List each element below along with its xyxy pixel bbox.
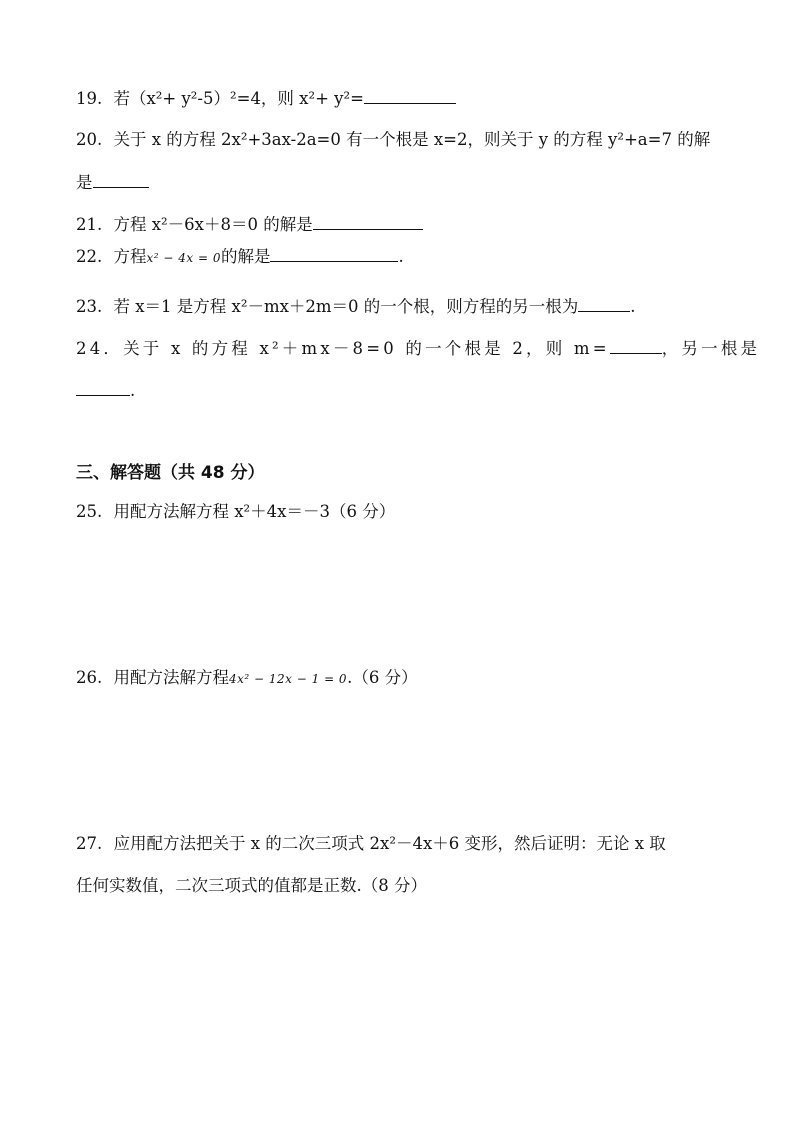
question-number: 21. (76, 215, 103, 234)
question-27-line-1 (76, 834, 666, 854)
equation: 4x² − 12x − 1 = 0 (229, 672, 348, 686)
question-19 (76, 88, 456, 109)
question-text: 用配方法解方程 x²＋4x＝－3（6 分） (113, 502, 396, 521)
question-number: 27. (76, 834, 103, 853)
question-text: 任何实数值，二次三项式的值都是正数.（8 分） (76, 876, 427, 895)
question-text: ，另一根是 (661, 339, 761, 358)
question-24-line-2 (76, 380, 135, 401)
question-25 (76, 502, 395, 522)
question-text: 关于 x 的方程 2x²+3ax-2a=0 有一个根是 x=2，则关于 y 的方程 y²+a=7 的解 (113, 130, 711, 149)
question-number: 19. (76, 89, 103, 108)
answer-blank[interactable] (93, 172, 149, 188)
equation: x² − 4x = 0 (146, 251, 221, 265)
answer-blank[interactable] (578, 296, 630, 312)
answer-blank-other-root[interactable] (76, 380, 130, 396)
question-text: 的解是 (220, 247, 271, 266)
section-title: 三、解答题（共 48 分） (76, 463, 265, 483)
question-text: 是 (76, 173, 93, 192)
question-26 (76, 668, 418, 689)
question-21 (76, 214, 423, 235)
question-number: 25. (76, 502, 103, 521)
period: . (130, 381, 136, 400)
question-24-line-1 (76, 338, 760, 359)
question-text: 用配方法解方程 (113, 668, 229, 687)
question-text: 方程 (113, 247, 147, 266)
answer-blank[interactable] (364, 88, 456, 104)
question-text: 应用配方法把关于 x 的二次三项式 2x²－4x＋6 变形，然后证明：无论 x 取 (113, 834, 666, 853)
question-number: 26. (76, 668, 103, 687)
answer-blank[interactable] (313, 214, 423, 230)
question-20-line-1 (76, 130, 710, 150)
answer-blank-m[interactable] (610, 338, 662, 354)
question-number: 20. (76, 130, 103, 149)
question-text: .（6 分） (347, 668, 418, 687)
question-number: 23. (76, 297, 103, 316)
question-text: 关于 x 的方程 x²＋mx－8=0 的一个根是 2，则 m= (123, 339, 610, 358)
question-23 (76, 296, 636, 317)
question-text: 若 x＝1 是方程 x²－mx＋2m＝0 的一个根，则方程的另一根为 (113, 297, 579, 316)
question-22 (76, 246, 404, 268)
question-20-line-2 (76, 172, 149, 193)
question-text: 若（x²+ y²-5）²=4，则 x²+ y²= (113, 89, 364, 108)
period: . (630, 297, 636, 316)
question-number: 24． (76, 339, 124, 358)
answer-blank[interactable] (270, 246, 398, 262)
period: . (398, 247, 404, 266)
question-text: 方程 x²－6x＋8＝0 的解是 (113, 215, 313, 234)
question-number: 22. (76, 247, 103, 266)
question-27-line-2 (76, 876, 427, 896)
